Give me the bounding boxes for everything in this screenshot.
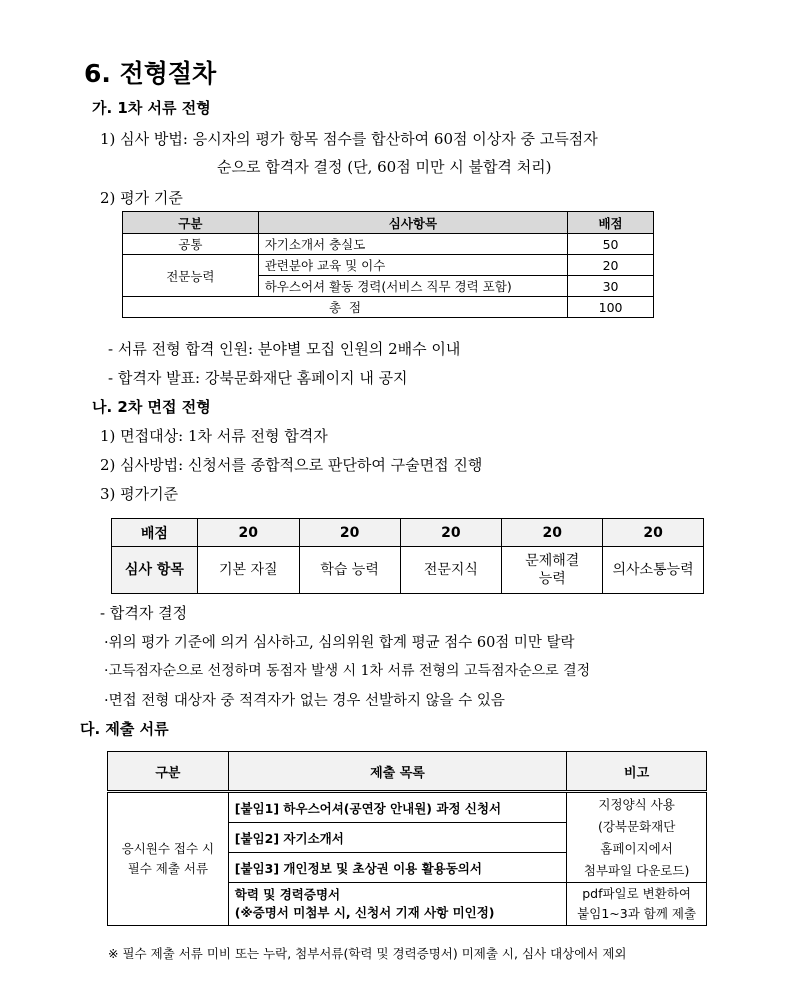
common-label: 공통 (123, 234, 259, 255)
score-2: 20 (299, 519, 400, 547)
section-1-heading: 가. 1차 서류 전형 (92, 99, 211, 117)
score-4: 20 (502, 519, 603, 547)
item-3: 전문지식 (400, 547, 502, 594)
doc-2: [붙임2] 자기소개서 (228, 823, 566, 853)
table-row (112, 519, 704, 547)
decision-bullet-2: ·고득점자순으로 선정하며 동점자 발생 시 1차 서류 전형의 고득점자순으로 결정 (104, 663, 591, 679)
score-1: 20 (197, 519, 299, 547)
evaluation-criteria-label: 2) 평가 기준 (100, 189, 183, 207)
header-doc-list: 제출 목록 (228, 752, 566, 792)
table-row (112, 547, 704, 594)
pass-count-note: - 서류 전형 합격 인원: 분야별 모집 인원의 2배수 이내 (108, 340, 461, 358)
decision-label: - 합격자 결정 (100, 604, 188, 622)
section-2-heading: 나. 2차 면접 전형 (92, 398, 211, 416)
document-evaluation-table (122, 211, 654, 318)
table-row (123, 255, 654, 276)
doc-1: [붙임1] 하우스어셔(공연장 안내원) 과정 신청서 (228, 792, 566, 823)
item-1: 기본 자질 (197, 547, 299, 594)
section-3-heading: 다. 제출 서류 (80, 720, 169, 738)
common-item: 자기소개서 충실도 (258, 234, 567, 255)
expert-score-1: 20 (568, 255, 654, 276)
doc-3: [붙임3] 개인정보 및 초상권 이용 활용동의서 (228, 853, 566, 883)
decision-bullet-1: ·위의 평가 기준에 의거 심사하고, 심의위원 합계 평균 점수 60점 미만 탈락 (104, 635, 575, 651)
header-category: 구분 (123, 212, 259, 234)
header-note: 비고 (567, 752, 707, 792)
total-label: 총 점 (123, 297, 568, 318)
submission-documents-table (107, 751, 707, 926)
header-items: 심사항목 (258, 212, 567, 234)
header-category: 구분 (108, 752, 229, 792)
item-2: 학습 능력 (299, 547, 400, 594)
note-cell-1: 지정양식 사용 (강북문화재단 홈페이지에서 첨부파일 다운로드) (567, 792, 707, 883)
table-row (123, 297, 654, 318)
note-cell-2: pdf파일로 변환하여 붙임1~3과 함께 제출 (567, 883, 707, 926)
expert-label: 전문능력 (123, 255, 259, 297)
interview-target: 1) 면접대상: 1차 서류 전형 합격자 (100, 427, 328, 445)
interview-evaluation-table (111, 518, 704, 594)
table-row (108, 792, 707, 823)
doc-4: 학력 및 경력증명서 (※증명서 미첨부 시, 신청서 기재 사항 미인정) (228, 883, 566, 926)
review-method-line2: 순으로 합격자 결정 (단, 60점 미만 시 불합격 처리) (217, 158, 552, 176)
page-title: 6. 전형절차 (84, 59, 217, 88)
review-method-line1: 1) 심사 방법: 응시자의 평가 항목 점수를 합산하여 60점 이상자 중 고득점자 (100, 130, 598, 148)
footnote: ※ 필수 제출 서류 미비 또는 누락, 첨부서류(학력 및 경력증명서) 미제출 시, 심사 대상에서 제외 (108, 946, 627, 961)
category-cell: 응시원수 접수 시 필수 제출 서류 (108, 792, 229, 926)
total-score: 100 (568, 297, 654, 318)
announcement-note: - 합격자 발표: 강북문화재단 홈페이지 내 공지 (108, 369, 408, 387)
table-row (123, 234, 654, 255)
score-label: 배점 (112, 519, 198, 547)
interview-criteria-label: 3) 평가기준 (100, 485, 179, 503)
interview-method: 2) 심사방법: 신청서를 종합적으로 판단하여 구술면접 진행 (100, 456, 483, 474)
table-header-row (108, 752, 707, 792)
header-score: 배점 (568, 212, 654, 234)
expert-item-2: 하우스어셔 활동 경력(서비스 직무 경력 포함) (258, 276, 567, 297)
expert-item-1: 관련분야 교육 및 이수 (258, 255, 567, 276)
item-4: 문제해결 능력 (502, 547, 603, 594)
table-header-row (123, 212, 654, 234)
item-5: 의사소통능력 (603, 547, 704, 594)
expert-score-2: 30 (568, 276, 654, 297)
score-5: 20 (603, 519, 704, 547)
score-3: 20 (400, 519, 502, 547)
decision-bullet-3: ·면접 전형 대상자 중 적격자가 없는 경우 선발하지 않을 수 있음 (104, 693, 505, 709)
common-score: 50 (568, 234, 654, 255)
item-label: 심사 항목 (112, 547, 198, 594)
